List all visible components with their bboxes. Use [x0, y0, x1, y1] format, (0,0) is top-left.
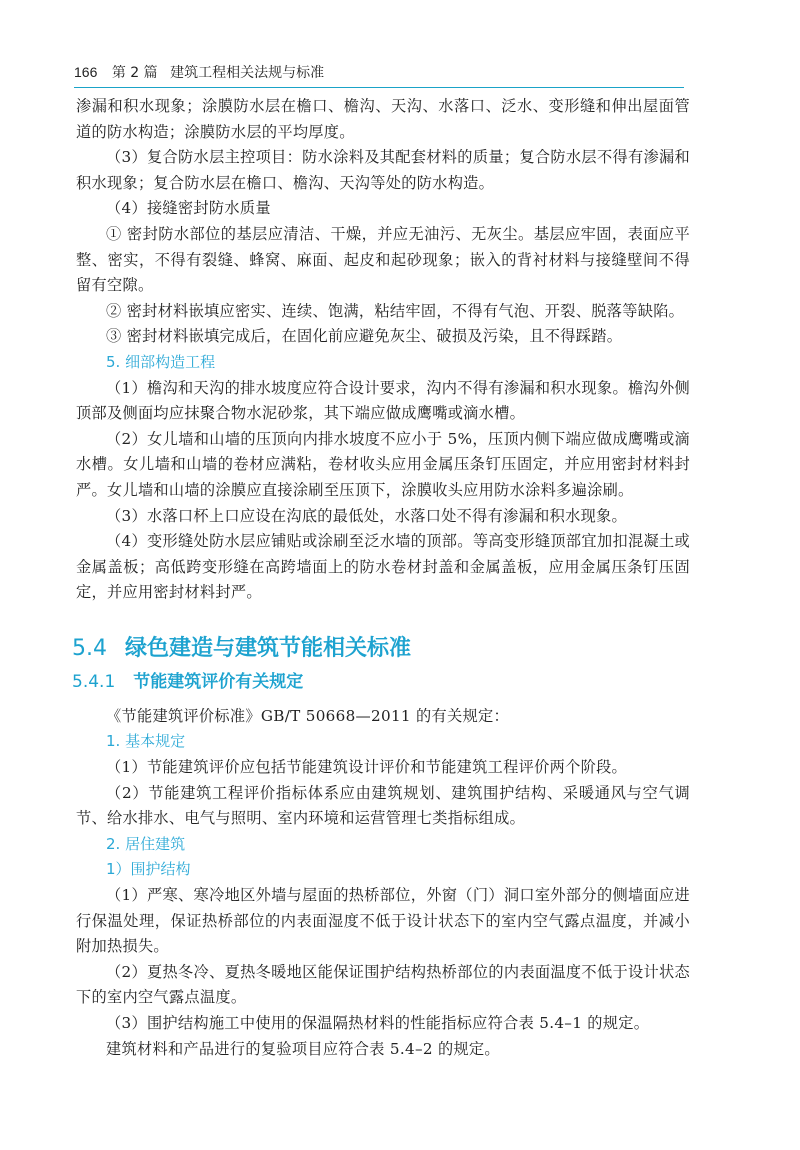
subheading: 5. 细部构造工程: [106, 352, 216, 371]
section-title: 绿色建造与建筑节能相关标准: [125, 635, 412, 661]
section-number: 5.4: [72, 635, 107, 661]
paragraph: ③ 密封材料嵌填完成后，在固化前应避免灰尘、破损及污染，且不得踩踏。: [106, 327, 623, 346]
section-heading: [72, 632, 690, 666]
paragraph: （3）围护结构施工中使用的保温隔热材料的性能指标应符合表 5.4–1 的规定。: [106, 1014, 650, 1032]
page-number: 166: [74, 64, 98, 80]
running-header: [74, 60, 684, 88]
paragraph: （1）节能建筑评价应包括节能建筑设计评价和节能建筑工程评价两个阶段。: [106, 758, 628, 777]
part-title: 建筑工程相关法规与标准: [170, 65, 325, 81]
paragraph: ① 密封防水部位的基层应清洁、干燥，并应无油污、无灰尘。基层应牢固，表面应平整、密实，不得有裂缝、蜂窝、麻面、起皮和起砂现象；嵌入的背衬材料与接缝壁间不得留有空隙。: [76, 224, 690, 295]
subsection-number: 5.4.1: [72, 671, 116, 692]
paragraph: （1）檐沟和天沟的排水坡度应符合设计要求，沟内不得有渗漏和积水现象。檐沟外侧顶部及侧面均应抹聚合物水泥砂浆，其下端应做成鹰嘴或滴水槽。: [76, 378, 690, 423]
subheading: 2. 居住建筑: [106, 834, 186, 853]
paragraph: （4）变形缝处防水层应铺贴或涂刷至泛水墙的顶部。等高变形缝顶部宜加扣混凝土或金属盖板；高低跨变形缝在高跨墙面上的防水卷材封盖和金属盖板，应用金属压条钉压固定，并应用密封材料封严。: [76, 532, 690, 602]
paragraph: （2）节能建筑工程评价指标体系应由建筑规划、建筑围护结构、采暖通风与空气调节、给水排水、电气与照明、室内环境和运营管理七类指标组成。: [76, 783, 690, 828]
paragraph: ② 密封材料嵌填应密实、连续、饱满，粘结牢固，不得有气泡、开裂、脱落等缺陷。: [106, 301, 685, 320]
paragraph: （3）水落口杯上口应设在沟底的最低处，水落口处不得有渗漏和积水现象。: [106, 506, 628, 525]
paragraph: （2）女儿墙和山墙的压顶向内排水坡度不应小于 5%，压顶内侧下端应做成鹰嘴或滴水槽。女儿墙和山墙的卷材应满粘，卷材收头应用金属压条钉压固定，并应用密封材料封严。女儿墙和山墙的涂膜应直接涂刷至压顶下，涂膜收头应用防水涂料多遍涂刷。: [76, 429, 690, 499]
paragraph: 渗漏和积水现象；涂膜防水层在檐口、檐沟、天沟、水落口、泛水、变形缝和伸出屋面管道的防水构造；涂膜防水层的平均厚度。: [76, 97, 690, 141]
paragraph: 建筑材料和产品进行的复验项目应符合表 5.4–2 的规定。: [106, 1039, 500, 1058]
paragraph: （4）接缝密封防水质量: [106, 199, 271, 218]
paragraph: （3）复合防水层主控项目：防水涂料及其配套材料的质量；复合防水层不得有渗漏和积水现象；复合防水层在檐口、檐沟、天沟等处的防水构造。: [76, 148, 690, 192]
subheading: 1. 基本规定: [106, 732, 186, 751]
page-body: [72, 94, 690, 1062]
paragraph: 《节能建筑评价标准》GB/T 50668—2011 的有关规定：: [106, 706, 509, 725]
part-label: 第 2 篇: [111, 65, 158, 81]
subheading: 1）围护结构: [106, 860, 191, 879]
paragraph: （2）夏热冬冷、夏热冬暖地区能保证围护结构热桥部位的内表面温度不低于设计状态下的室内空气露点温度。: [76, 962, 690, 1007]
subsection-heading: [72, 668, 690, 696]
paragraph: （1）严寒、寒冷地区外墙与屋面的热桥部位，外窗（门）洞口室外部分的侧墙面应进行保温处理，保证热桥部位的内表面湿度不低于设计状态下的室内空气露点温度，并减小附加热损失。: [76, 886, 690, 956]
subsection-title: 节能建筑评价有关规定: [133, 671, 304, 692]
